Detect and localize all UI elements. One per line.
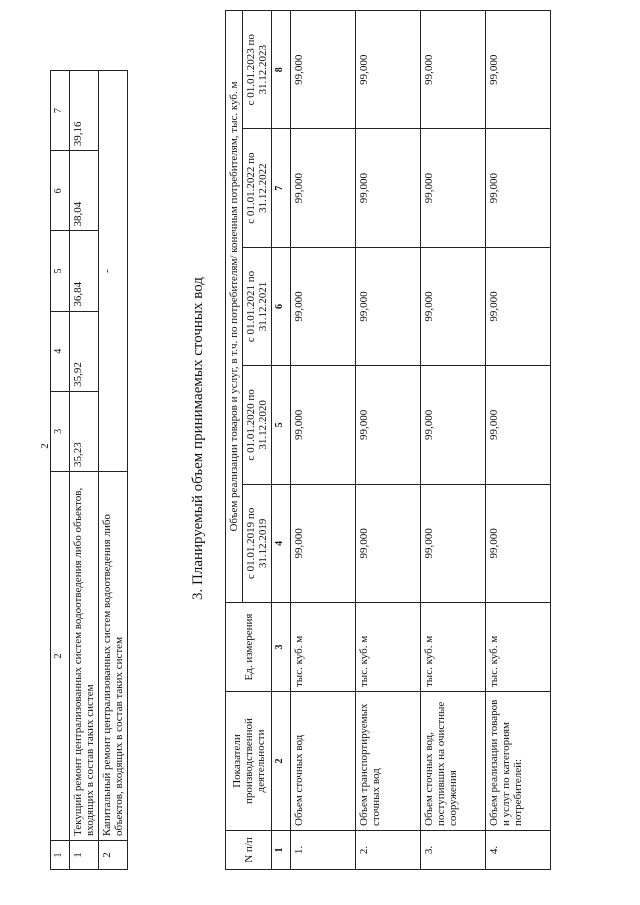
table-row: [356, 11, 421, 870]
col-header-group: Объем реализации товаров и услуг, в т.ч. по потребителям/ конечным потребителям, тыс. куб. м: [226, 11, 243, 603]
col-number: 8: [272, 11, 291, 129]
table-row: [421, 11, 486, 870]
col-header-period: с 01.01.2020 по 31.12.2020: [243, 366, 272, 484]
row-number: 4.: [486, 831, 551, 870]
col-header-period: с 01.01.2023 по 31.12.2023: [243, 11, 272, 129]
row-value: 36,84: [70, 231, 99, 311]
col-number: 2: [272, 692, 291, 831]
row-unit: тыс. куб. м: [486, 603, 551, 692]
row-value: 35,92: [70, 311, 99, 391]
row-value: 99,000: [356, 366, 421, 484]
table-row: [99, 71, 128, 870]
row-value: 99,000: [421, 11, 486, 129]
repair-table: [50, 70, 128, 870]
col-header-number: N п/п: [226, 831, 272, 870]
row-value: 99,000: [421, 247, 486, 365]
row-name: Объем реализации товаров и услуг по категориям потребителей:: [486, 692, 551, 831]
row-name: Объем сточных вод: [291, 692, 356, 831]
row-value: 99,000: [486, 247, 551, 365]
table-number-row: [272, 11, 291, 870]
row-name: Объем сточных вод, поступивших на очистные сооружения: [421, 692, 486, 831]
table-row: [486, 11, 551, 870]
row-value: 99,000: [356, 247, 421, 365]
row-value: 99,000: [356, 484, 421, 602]
col-header-unit: Ед. измерения: [226, 603, 272, 692]
row-value: 99,000: [486, 129, 551, 247]
row-dash: -: [99, 71, 128, 472]
col-number: 3: [272, 603, 291, 692]
row-value: 99,000: [291, 484, 356, 602]
table-header-row: [51, 71, 70, 870]
row-value: 38,04: [70, 151, 99, 231]
page-number: 2: [39, 443, 51, 449]
col-number: 4: [272, 484, 291, 602]
col-header-period: с 01.01.2021 по 31.12.2021: [243, 247, 272, 365]
row-number: 2: [99, 841, 128, 870]
row-number: 1: [70, 841, 99, 870]
row-value: 99,000: [291, 129, 356, 247]
row-value: 99,000: [486, 11, 551, 129]
row-name: Капитальный ремонт централизованных систем водоотведения либо объектов, входящих в состав таких систем: [99, 472, 128, 841]
col-number: 1: [272, 831, 291, 870]
col-header-indicator: Показатели производственной деятельности: [226, 692, 272, 831]
row-value: 35,23: [70, 391, 99, 471]
row-number: 3.: [421, 831, 486, 870]
table-row: [70, 71, 99, 870]
row-unit: тыс. куб. м: [291, 603, 356, 692]
col-header: 1: [51, 841, 70, 870]
row-name: Объем транспортируемых сточных вод: [356, 692, 421, 831]
col-header: 3: [51, 391, 70, 471]
col-number: 6: [272, 247, 291, 365]
col-number: 7: [272, 129, 291, 247]
row-value: 99,000: [486, 484, 551, 602]
wastewater-table: [225, 10, 551, 870]
col-header: 4: [51, 311, 70, 391]
row-value: 99,000: [421, 129, 486, 247]
col-header: 6: [51, 151, 70, 231]
col-header: 7: [51, 71, 70, 151]
row-value: 99,000: [291, 247, 356, 365]
row-value: 39,16: [70, 71, 99, 151]
row-unit: тыс. куб. м: [421, 603, 486, 692]
table-row: [291, 11, 356, 870]
row-value: 99,000: [421, 366, 486, 484]
row-value: 99,000: [291, 11, 356, 129]
table-header-row: [226, 11, 243, 870]
row-value: 99,000: [486, 366, 551, 484]
col-header: 5: [51, 231, 70, 311]
row-name: Текущий ремонт централизованных систем водоотведения либо объектов, входящих в состав таких систем: [70, 472, 99, 841]
col-header-period: с 01.01.2019 по 31.12.2019: [243, 484, 272, 602]
row-number: 2.: [356, 831, 421, 870]
col-header-period: с 01.01.2022 по 31.12.2022: [243, 129, 272, 247]
col-number: 5: [272, 366, 291, 484]
row-value: 99,000: [421, 484, 486, 602]
section-title: 3. Планируемый объем принимаемых сточных вод: [190, 277, 206, 600]
row-value: 99,000: [356, 129, 421, 247]
row-value: 99,000: [356, 11, 421, 129]
row-number: 1.: [291, 831, 356, 870]
row-unit: тыс. куб. м: [356, 603, 421, 692]
row-value: 99,000: [291, 366, 356, 484]
col-header: 2: [51, 472, 70, 841]
